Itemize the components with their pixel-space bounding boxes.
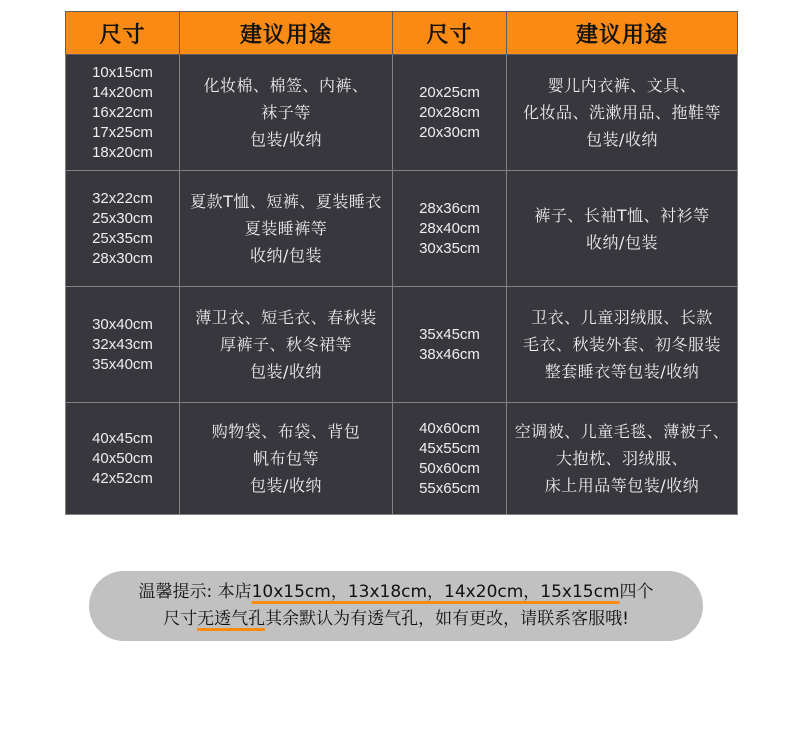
size-item: 55x65cm xyxy=(419,479,480,497)
usage-line: 夏款T恤、短裤、夏装睡衣 xyxy=(190,192,382,211)
usage-line: 包装/收纳 xyxy=(250,130,322,149)
size-item: 30x40cm xyxy=(92,315,153,333)
size-item: 10x15cm xyxy=(92,63,153,81)
table-header-row xyxy=(66,12,738,55)
notice-line2-prefix: 尺寸 xyxy=(163,609,198,629)
size-cell xyxy=(66,287,180,403)
header-size-right: 尺寸 xyxy=(393,12,507,55)
size-cell xyxy=(66,55,180,171)
usage-line: 帆布包等 xyxy=(252,449,319,468)
usage-line: 包装/收纳 xyxy=(250,476,322,495)
size-item: 28x40cm xyxy=(419,219,480,237)
notice-prefix: 温馨提示: 本店 xyxy=(138,582,252,602)
notice-line2-suffix: 其余默认为有透气孔，如有更改，请联系客服哦! xyxy=(265,609,629,629)
size-item: 32x22cm xyxy=(92,189,153,207)
size-item: 14x20cm xyxy=(92,83,153,101)
notice-line-1 xyxy=(138,579,653,606)
notice-no-vent-highlight: 无透气孔 xyxy=(197,609,266,629)
header-usage-right: 建议用途 xyxy=(507,12,738,55)
size-item: 20x30cm xyxy=(419,123,480,141)
size-item: 28x36cm xyxy=(419,199,480,217)
size-item: 25x35cm xyxy=(92,229,153,247)
size-item: 40x45cm xyxy=(92,429,153,447)
size-item: 35x45cm xyxy=(419,325,480,343)
table-row xyxy=(66,171,738,287)
size-item: 42x52cm xyxy=(92,469,153,487)
size-item: 28x30cm xyxy=(92,249,153,267)
size-item: 40x50cm xyxy=(92,449,153,467)
size-item: 20x25cm xyxy=(419,83,480,101)
size-cell xyxy=(66,403,180,515)
table-row xyxy=(66,287,738,403)
usage-line: 包装/收纳 xyxy=(586,130,658,149)
usage-cell xyxy=(507,55,738,171)
notice-highlighted-sizes: 10x15cm，13x18cm，14x20cm，15x15cm xyxy=(251,582,620,602)
usage-line: 化妆品、洗漱用品、拖鞋等 xyxy=(522,103,721,122)
size-item: 25x30cm xyxy=(92,209,153,227)
size-item: 50x60cm xyxy=(419,459,480,477)
usage-line: 购物袋、布袋、背包 xyxy=(211,422,361,441)
size-item: 45x55cm xyxy=(419,439,480,457)
notice-line1-suffix: 四个 xyxy=(619,582,654,602)
size-item: 32x43cm xyxy=(92,335,153,353)
size-cell xyxy=(393,403,507,515)
size-item: 16x22cm xyxy=(92,103,153,121)
usage-cell xyxy=(507,171,738,287)
size-item: 38x46cm xyxy=(419,345,480,363)
notice-banner xyxy=(89,571,703,641)
usage-cell xyxy=(507,287,738,403)
usage-line: 婴儿内衣裤、文具、 xyxy=(547,76,697,95)
table-row xyxy=(66,55,738,171)
usage-cell xyxy=(507,403,738,515)
usage-cell xyxy=(180,171,393,287)
usage-line: 收纳/包装 xyxy=(250,246,322,265)
header-size-left: 尺寸 xyxy=(66,12,180,55)
usage-line: 包装/收纳 xyxy=(250,362,322,381)
usage-line: 收纳/包装 xyxy=(586,232,658,252)
usage-line: 卫衣、儿童羽绒服、长款 xyxy=(531,308,713,327)
usage-cell xyxy=(180,287,393,403)
usage-line: 空调被、儿童毛毯、薄被子、 xyxy=(514,422,730,441)
size-cell xyxy=(393,171,507,287)
usage-cell xyxy=(180,55,393,171)
header-usage-left: 建议用途 xyxy=(180,12,393,55)
usage-line: 夏装睡裤等 xyxy=(244,219,328,238)
usage-line: 整套睡衣等包装/收纳 xyxy=(544,362,700,381)
table-row xyxy=(66,403,738,515)
size-cell xyxy=(393,55,507,171)
usage-cell xyxy=(180,403,393,515)
usage-line: 化妆棉、棉签、内裤、 xyxy=(203,76,369,95)
size-item: 35x40cm xyxy=(92,355,153,373)
size-item: 20x28cm xyxy=(419,103,480,121)
size-item: 40x60cm xyxy=(419,419,480,437)
size-cell xyxy=(393,287,507,403)
usage-line: 大抱枕、羽绒服、 xyxy=(555,449,688,468)
size-usage-table xyxy=(65,11,738,515)
usage-line: 袜子等 xyxy=(261,103,311,122)
usage-line: 床上用品等包装/收纳 xyxy=(544,476,700,495)
notice-line-2 xyxy=(163,606,629,633)
usage-line: 薄卫衣、短毛衣、春秋装 xyxy=(195,308,377,327)
size-cell xyxy=(66,171,180,287)
usage-line: 毛衣、秋装外套、初冬服装 xyxy=(522,335,721,354)
size-item: 30x35cm xyxy=(419,239,480,257)
usage-line: 厚裤子、秋冬裙等 xyxy=(219,335,352,354)
size-item: 18x20cm xyxy=(92,143,153,161)
usage-line: 裤子、长袖T恤、衬衫等 xyxy=(534,205,710,225)
size-item: 17x25cm xyxy=(92,123,153,141)
